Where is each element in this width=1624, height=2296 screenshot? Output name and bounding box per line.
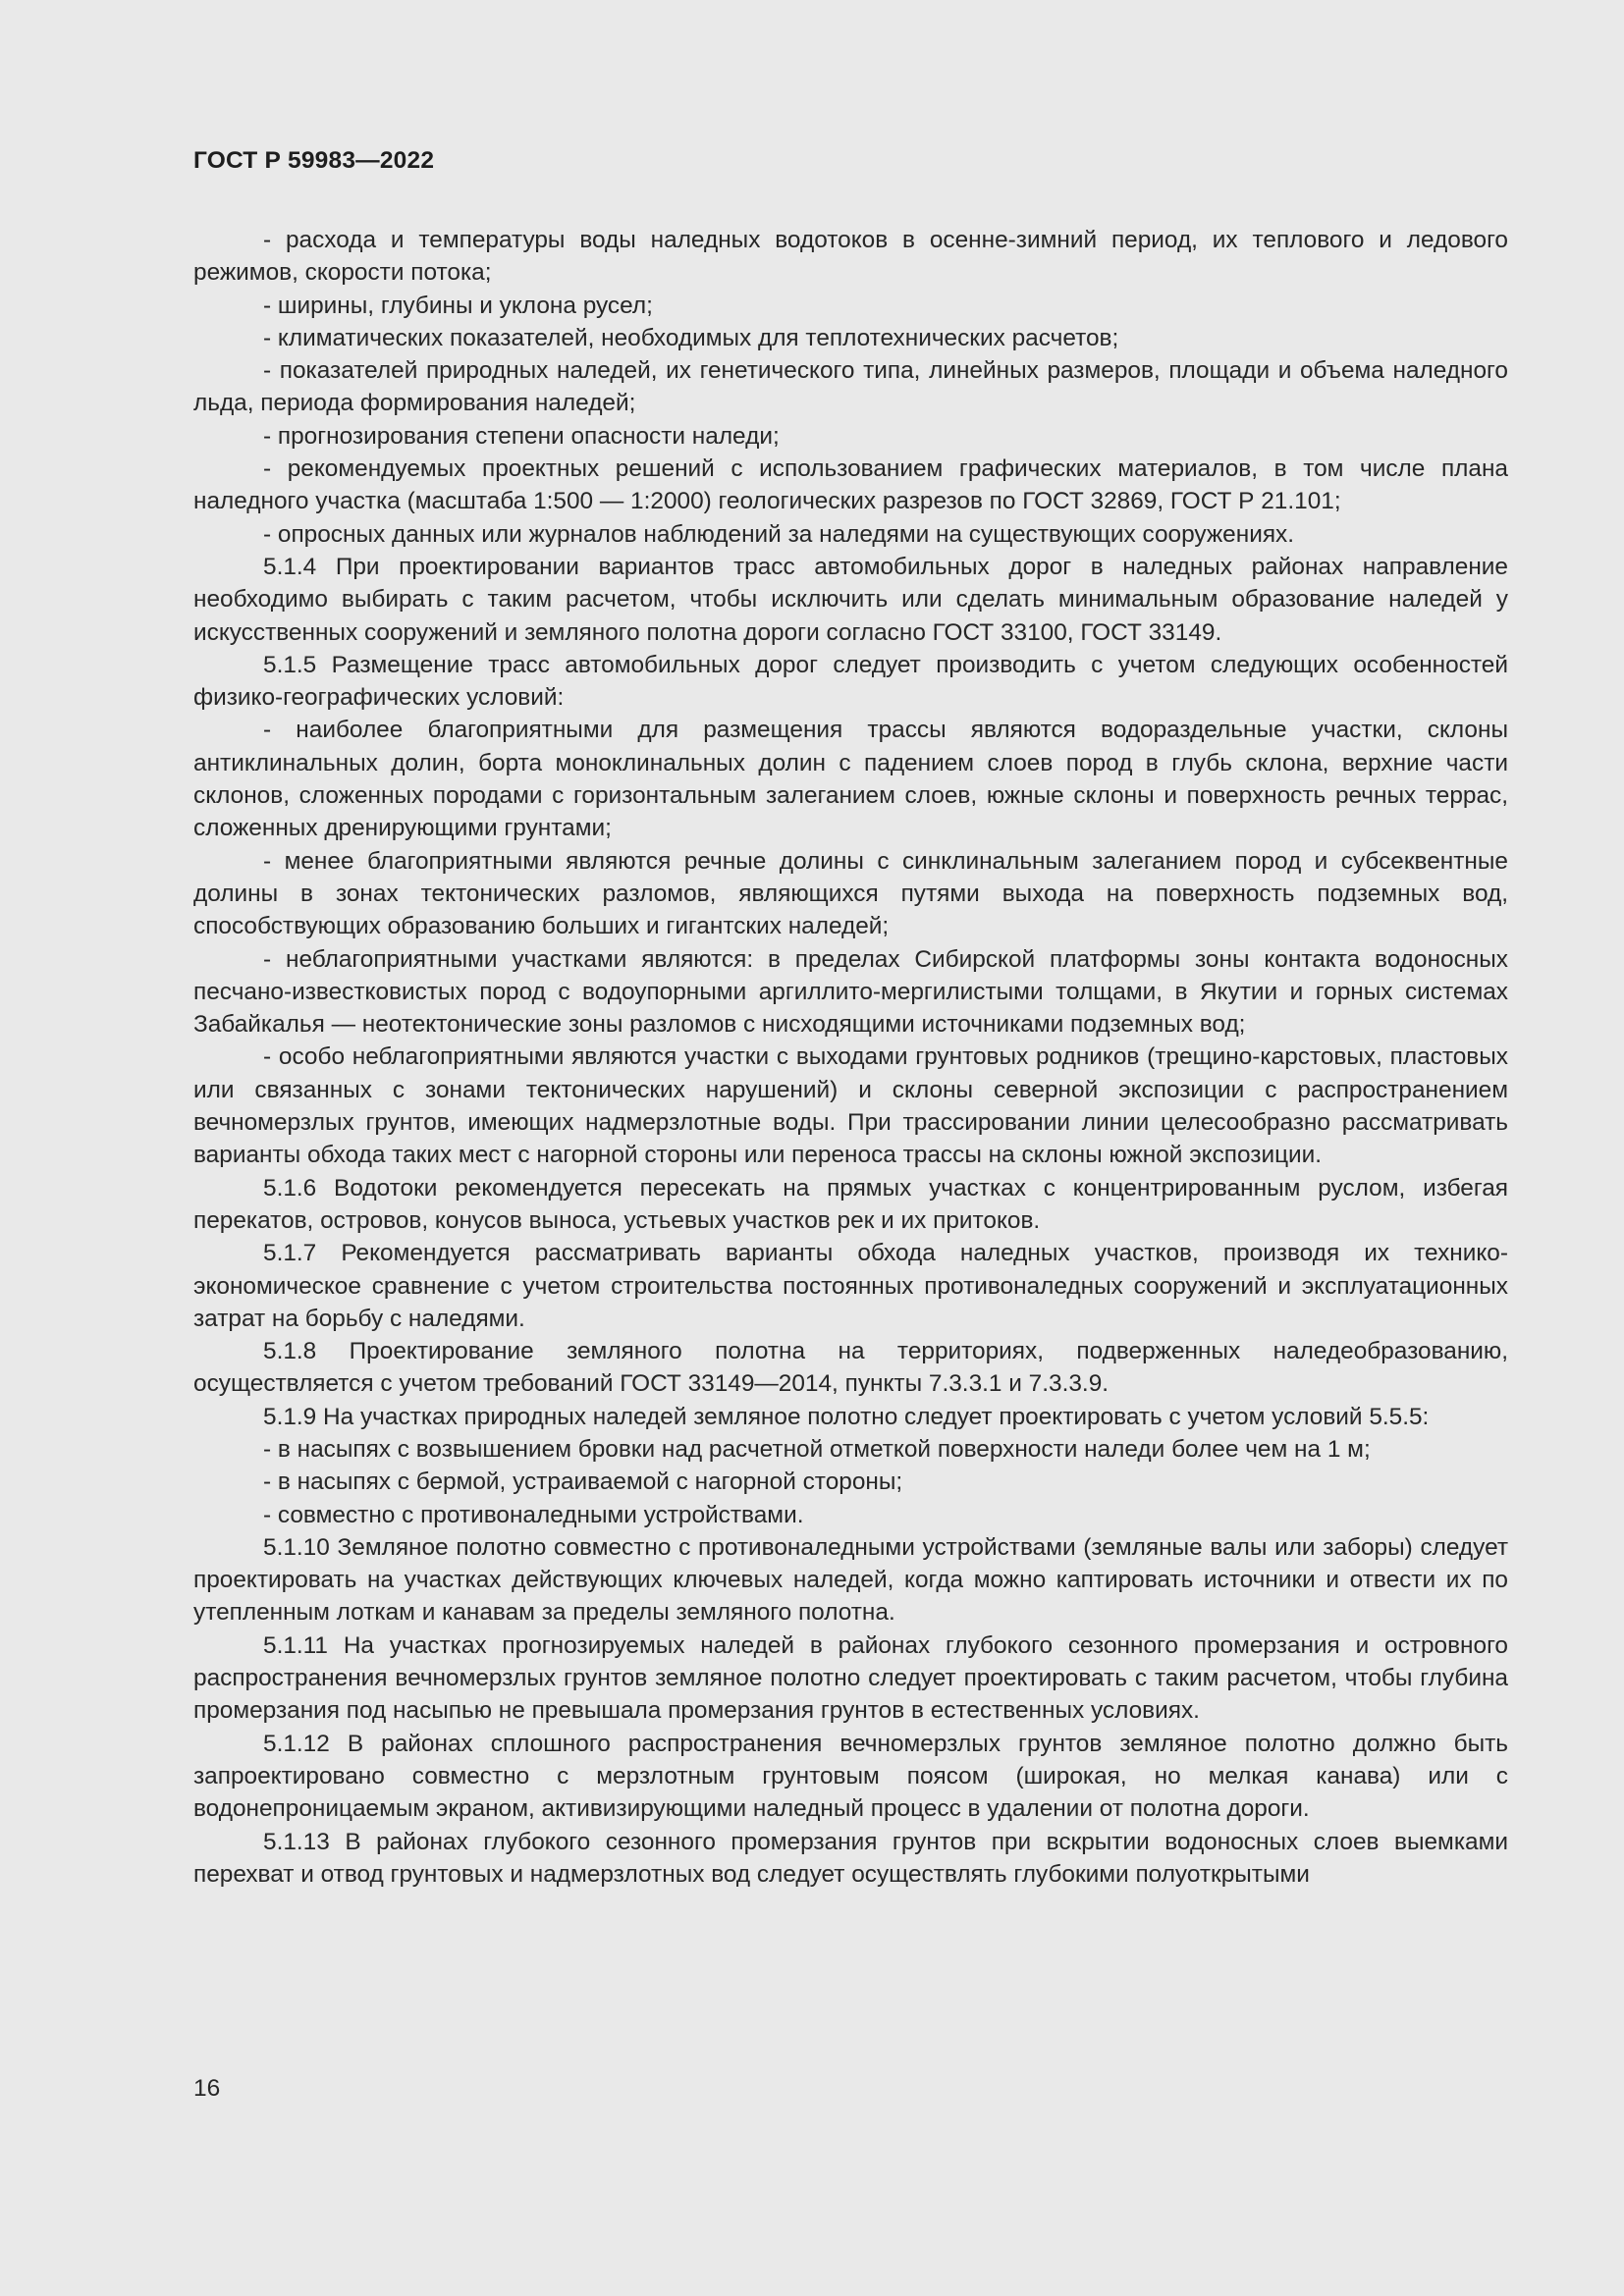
- document-body: [193, 224, 1508, 1891]
- paragraph: 5.1.6 Водотоки рекомендуется пересекать на прямых участках с концентрированным руслом, избегая перекатов, островов, конусов выноса, устьевых участков рек и их притоков.: [193, 1174, 1508, 1234]
- paragraph: - прогнозирования степени опасности наледи;: [263, 422, 780, 450]
- paragraph: - показателей природных наледей, их генетического типа, линейных размеров, площади и объема наледного льда, периода формирования наледей;: [193, 357, 1508, 417]
- paragraph: - неблагоприятными участками являются: в пределах Сибирской платформы зоны контакта водоносных песчано-известковистых пород с водоупорными аргиллито-мергилистыми толщами, в Якутии и горных системах Забайкалья — неотектонические зоны разломов с нисходящими источниками подземных вод;: [193, 945, 1508, 1039]
- paragraph: - ширины, глубины и уклона русел;: [263, 292, 653, 319]
- paragraph: 5.1.8 Проектирование земляного полотна на территориях, подверженных наледеобразованию, осуществляется с учетом требований ГОСТ 33149—2014, пункты 7.3.3.1 и 7.3.3.9.: [193, 1338, 1508, 1398]
- document-header-code: ГОСТ Р 59983—2022: [193, 147, 435, 174]
- paragraph: 5.1.12 В районах сплошного распространения вечномерзлых грунтов земляное полотно должно быть запроектировано совместно с мерзлотным грунтовым поясом (широкая, но мелкая канава) или с водонепроницаемым экраном, активизирующими наледный процесс в удалении от полотна дороги.: [193, 1730, 1508, 1823]
- paragraph: - расхода и температуры воды наледных водотоков в осенне-зимний период, их теплового и ледового режимов, скорости потока;: [193, 227, 1508, 287]
- paragraph: 5.1.5 Размещение трасс автомобильных дорог следует производить с учетом следующих особенностей физико-географических условий:: [193, 651, 1508, 712]
- paragraph: 5.1.4 При проектировании вариантов трасс автомобильных дорог в наледных районах направление необходимо выбирать с таким расчетом, чтобы исключить или сделать минимальным образование наледей у искусственных сооружений и земляного полотна дороги согласно ГОСТ 33100, ГОСТ 33149.: [193, 553, 1508, 646]
- paragraph: - опросных данных или журналов наблюдений за наледями на существующих сооружениях.: [263, 520, 1295, 548]
- paragraph: - менее благоприятными являются речные долины с синклинальным залеганием пород и субсеквентные долины в зонах тектонических разломов, являющихся путями выхода на поверхность подземных вод, способствующих образованию больших и гигантских наледей;: [193, 847, 1508, 940]
- paragraph: 5.1.10 Земляное полотно совместно с противоналедными устройствами (земляные валы или заборы) следует проектировать на участках действующих ключевых наледей, когда можно каптировать источники и отвести их по утепленным лоткам и канавам за пределы земляного полотна.: [193, 1533, 1508, 1627]
- page-number: 16: [193, 2075, 221, 2102]
- paragraph: 5.1.7 Рекомендуется рассматривать варианты обхода наледных участков, производя их технико-экономическое сравнение с учетом строительства постоянных противоналедных сооружений и эксплуатационных затрат на борьбу с наледями.: [193, 1240, 1508, 1332]
- paragraph: - климатических показателей, необходимых для теплотехнических расчетов;: [263, 324, 1119, 351]
- paragraph: - в насыпях с возвышением бровки над расчетной отметкой поверхности наледи более чем на 1 м;: [263, 1435, 1371, 1463]
- paragraph: - особо неблагоприятными являются участки с выходами грунтовых родников (трещино-карстовых, пластовых или связанных с зонами тектонических нарушений) и склоны северной экспозиции с распространением вечномерзлых грунтов, имеющих надмерзлотные воды. При трассировании линии целесообразно рассматривать варианты обхода таких мест с нагорной стороны или переноса трассы на склоны южной экспозиции.: [193, 1043, 1508, 1169]
- paragraph: 5.1.11 На участках прогнозируемых наледей в районах глубокого сезонного промерзания и островного распространения вечномерзлых грунтов земляное полотно следует проектировать с таким расчетом, чтобы глубина промерзания под насыпью не превышала промерзания грунтов в естественных условиях.: [193, 1631, 1508, 1725]
- paragraph: - наиболее благоприятными для размещения трассы являются водораздельные участки, склоны антиклинальных долин, борта моноклинальных долин с падением слоев пород в глубь склона, верхние части склонов, сложенных породами с горизонтальным залеганием слоев, южные склоны и поверхность речных террас, сложенных дренирующими грунтами;: [193, 717, 1508, 842]
- paragraph: - в насыпях с бермой, устраиваемой с нагорной стороны;: [263, 1468, 903, 1496]
- paragraph: - совместно с противоналедными устройствами.: [263, 1501, 804, 1528]
- paragraph: 5.1.13 В районах глубокого сезонного промерзания грунтов при вскрытии водоносных слоев выемками перехват и отвод грунтовых и надмерзлотных вод следует осуществлять глубокими полуоткрытыми: [193, 1828, 1508, 1888]
- paragraph: 5.1.9 На участках природных наледей земляное полотно следует проектировать с учетом условий 5.5.5:: [263, 1403, 1430, 1430]
- paragraph: - рекомендуемых проектных решений с использованием графических материалов, в том числе плана наледного участка (масштаба 1:500 — 1:2000) геологических разрезов по ГОСТ 32869, ГОСТ Р 21.101;: [193, 455, 1508, 515]
